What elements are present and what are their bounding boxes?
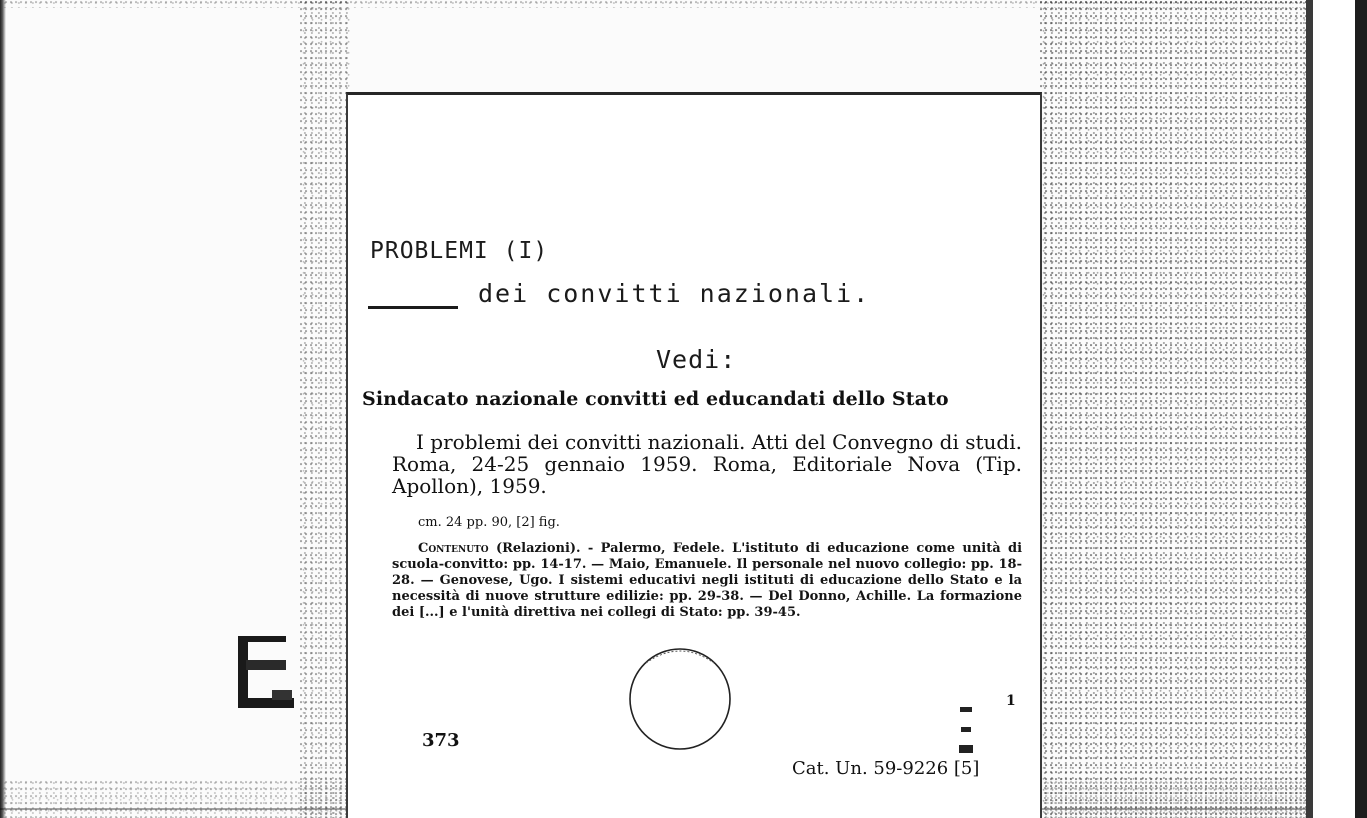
contents-label: Contenuto: [418, 541, 489, 556]
catalog-card: [346, 92, 1042, 818]
right-scan-noise: [1040, 0, 1306, 818]
title-description-text: I problemi dei convitti nazionali. Atti del Convegno di studi. Roma, 24-25 gennaio 1959. Roma, Editoriale Nova (Tip. Apollon), 1959.: [392, 430, 1022, 498]
shelf-marks-icon: [958, 705, 974, 765]
title-description: [392, 431, 1022, 497]
right-scan-edge: [1355, 0, 1367, 818]
top-scan-noise: [0, 0, 1306, 8]
right-scan-strip: [1306, 0, 1313, 818]
physical-description: cm. 24 pp. 90, [2] fig.: [418, 515, 560, 530]
corporate-author: Sindacato nazionale convitti ed educandati dello Stato: [362, 388, 949, 410]
subject-subheading: dei convitti nazionali.: [478, 279, 871, 308]
subject-heading: PROBLEMI (I): [370, 238, 549, 264]
catalog-number: Cat. Un. 59-9226 [5]: [792, 758, 980, 779]
stamp-circle-icon: [626, 643, 734, 751]
left-scan-edge: [0, 0, 6, 818]
left-scan-noise: [300, 0, 350, 818]
repeat-dash: [368, 306, 458, 309]
card-number: 373: [422, 730, 460, 751]
see-reference-label: Vedi:: [656, 345, 737, 374]
contents-note: [392, 541, 1022, 621]
contents-text: (Relazioni). - Palermo, Fedele. L'istituto di educazione come unità di scuola-convitto: pp. 14-17. — Maio, Emanuele. Il personale nel nuovo collegio: pp. 18-28. — Genovese, Ugo. I sistemi educativi negli istituti di educazione dello Stato e la necessità di nuove strutture edilizie: pp. 29-38. — Del Donno, Achille. La formazione dei [...] e l'unità direttiva nei collegi di Stato: pp. 39-45.: [392, 541, 1023, 620]
binder-clip-icon: [236, 632, 296, 716]
right-margin: [1313, 0, 1355, 818]
card-side-number: 1: [1006, 693, 1016, 709]
